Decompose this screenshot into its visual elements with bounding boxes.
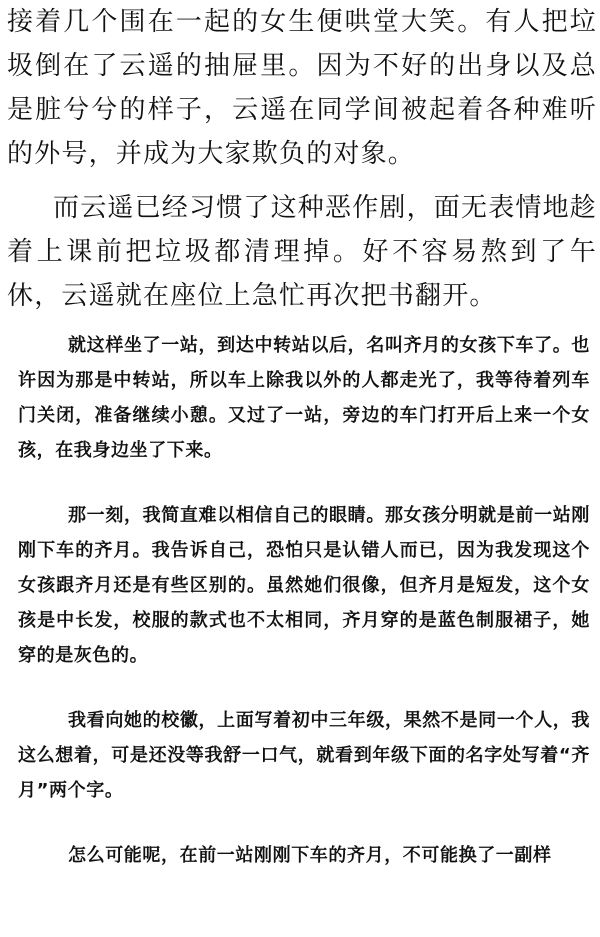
- paragraph-6-text: 怎么可能呢，在前一站刚刚下车的齐月，不可能换了一副样: [68, 845, 552, 866]
- paragraph-1-text: 接着几个围在一起的女生便哄堂大笑。有人把垃圾倒在了云遥的抽屉里。因为不好的出身以及总是脏兮兮的样子，云遥在同学间被起着各种难听的外号，并成为大家欺负的对象。: [7, 7, 597, 169]
- paragraph-4-text: 那一刻，我简直难以相信自己的眼睛。那女孩分明就是前一站刚刚下车的齐月。我告诉自己，恐怕只是认错人而已，因为我发现这个女孩跟齐月还是有些区别的。虽然她们很像，但齐月是短发，这个女孩是中长发，校服的款式也不太相同，齐月穿的是蓝色制服裙子，她穿的是灰色的。: [18, 505, 590, 666]
- paragraph-2: [7, 186, 597, 318]
- bottom-text-section: [18, 328, 590, 873]
- paragraph-5-text: 我看向她的校徽，上面写着初中三年级，果然不是同一个人，我这么想着，可是还没等我舒一口气，就看到年级下面的名字处写着“齐月”两个字。: [18, 710, 590, 801]
- paragraph-3-text: 就这样坐了一站，到达中转站以后，名叫齐月的女孩下车了。也许因为那是中转站，所以车上除我以外的人都走光了，我等待着列车门关闭，准备继续小憩。又过了一站，旁边的车门打开后上来一个女孩，在我身边坐了下来。: [18, 335, 590, 461]
- paragraph-1: [7, 0, 597, 176]
- top-text-section: [7, 0, 597, 318]
- paragraph-2-text: 而云遥已经习惯了这种恶作剧，面无表情地趁着上课前把垃圾都清理掉。好不容易熬到了午休，云遥就在座位上急忙再次把书翻开。: [7, 193, 598, 311]
- paragraph-5: [18, 703, 590, 808]
- paragraph-4: [18, 498, 590, 673]
- paragraph-3: [18, 328, 590, 468]
- paragraph-6: [18, 838, 590, 873]
